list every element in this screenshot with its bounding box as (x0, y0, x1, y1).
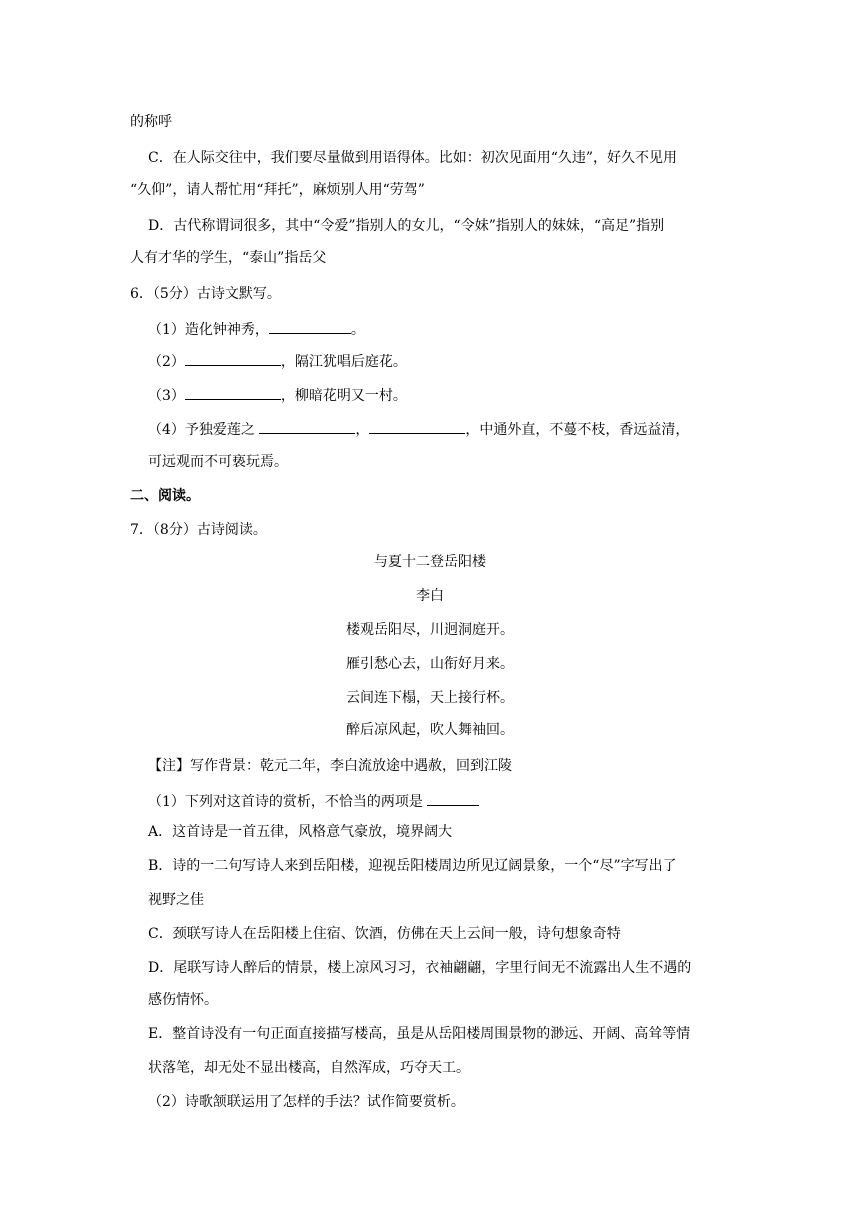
q6-item-1-suffix: 。 (350, 322, 365, 338)
q6-item-4-continued: 可远观而不可亵玩焉。 (148, 454, 288, 470)
option-c-line-1: C．在人际交往中，我们要尽量做到用语得体。比如：初次见面用“久违”，好久不见用 (148, 150, 678, 166)
poem-line: 云间连下榻，天上接行杯。 (346, 690, 514, 706)
option-e-line-1: E．整首诗没有一句正面直接描写楼高，虽是从岳阳楼周围景物的渺远、开阔、高耸等情 (148, 1026, 691, 1042)
q6-item-2-prefix: （2） (148, 354, 185, 370)
q6-item-4 (148, 418, 689, 438)
q6-item-1-prefix: （1）造化钟神秀， (148, 322, 269, 338)
option-d-line-2: 感伤情怀。 (148, 992, 218, 1008)
q6-item-2 (148, 350, 407, 370)
option-b-line-2: 视野之佳 (148, 892, 204, 908)
poem-note: 【注】写作背景：乾元二年，李白流放途中遇赦，回到江陵 (148, 758, 512, 774)
q6-item-4-prefix: （4）予独爱莲之 (148, 422, 260, 438)
answer-blank[interactable] (185, 384, 281, 400)
option-b-line-1: B．诗的一二句写诗人来到岳阳楼，迎视岳阳楼周边所见辽阔景象，一个“尽”字写出了 (148, 858, 677, 874)
q6-item-3-prefix: （3） (148, 388, 185, 404)
answer-blank[interactable] (269, 318, 351, 334)
q7-sub-1 (148, 790, 479, 810)
question-6-title: 6．（5分）古诗文默写。 (130, 286, 281, 302)
question-7-title: 7．（8分）古诗阅读。 (130, 522, 267, 538)
poem-line: 醉后凉风起，吹人舞袖回。 (346, 722, 514, 738)
q7-sub-1-text: （1）下列对这首诗的赏析，不恰当的两项是 (148, 794, 428, 810)
q6-item-4-suffix: ，中通外直，不蔓不枝，香远益清， (465, 422, 690, 438)
answer-blank[interactable] (427, 790, 479, 806)
option-d-line-2: 人有才华的学生，“泰山”指岳父 (130, 250, 327, 266)
poem-line: 雁引愁心去，山衔好月来。 (346, 656, 514, 672)
q6-item-1 (148, 318, 365, 338)
poem-author: 李白 (416, 588, 444, 604)
text-line: 的称呼 (130, 114, 172, 130)
poem-title: 与夏十二登岳阳楼 (374, 554, 486, 570)
q6-item-2-suffix: ，隔江犹唱后庭花。 (280, 354, 407, 370)
answer-blank[interactable] (369, 418, 465, 434)
q6-item-4-comma: ， (355, 422, 370, 438)
option-a: A．这首诗是一首五律，风格意气豪放，境界阔大 (148, 824, 453, 840)
option-c-line-2: “久仰”，请人帮忙用“拜托”，麻烦别人用“劳驾” (130, 182, 425, 198)
option-d-line-1: D．尾联写诗人醉后的情景，楼上凉风习习，衣袖翩翩，字里行间无不流露出人生不遇的 (148, 960, 692, 976)
section-heading: 二、阅读。 (130, 488, 200, 504)
poem-line: 楼观岳阳尽，川迥洞庭开。 (346, 622, 514, 638)
option-e-line-2: 状落笔，却无处不显出楼高，自然浑成，巧夺天工。 (148, 1060, 470, 1076)
q6-item-3 (148, 384, 407, 404)
answer-blank[interactable] (259, 418, 355, 434)
option-c: C．颈联写诗人在岳阳楼上住宿、饮酒，仿佛在天上云间一般，诗句想象奇特 (148, 926, 621, 942)
answer-blank[interactable] (185, 350, 281, 366)
option-d-line-1: D．古代称谓词很多，其中“令爱”指别人的女儿，“令妹”指别人的妹妹，“高足”指别 (148, 218, 665, 234)
q7-sub-2: （2）诗歌颔联运用了怎样的手法？试作简要赏析。 (148, 1094, 465, 1110)
q6-item-3-suffix: ，柳暗花明又一村。 (280, 388, 407, 404)
